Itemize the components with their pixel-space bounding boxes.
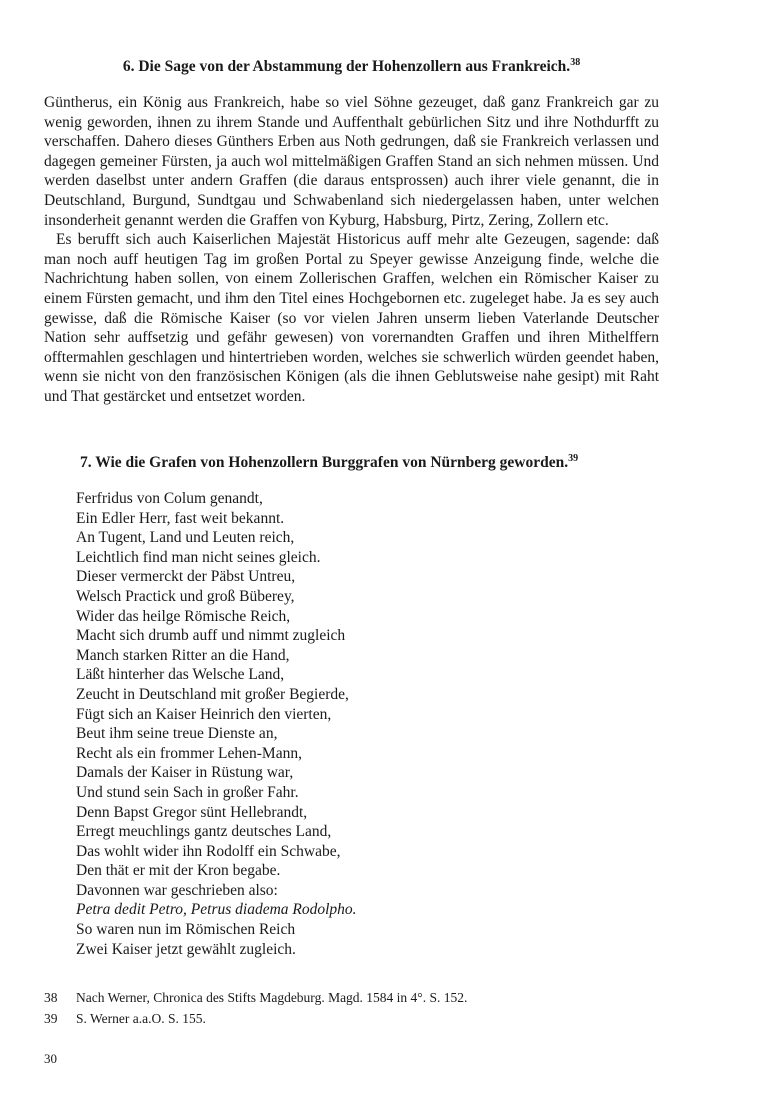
footnote-number: 38 bbox=[44, 990, 58, 1005]
verse-line: An Tugent, Land und Leuten reich, bbox=[76, 529, 295, 547]
section-6-heading bbox=[44, 57, 659, 76]
poem bbox=[76, 489, 357, 959]
verse-line: So waren nun im Römischen Reich bbox=[76, 921, 296, 939]
section-7-title: 7. Wie die Grafen von Hohenzollern Burggrafen von Nürnberg geworden. bbox=[80, 454, 569, 471]
footnote-number: 39 bbox=[44, 1011, 58, 1026]
verse-line: Davonnen war geschrieben also: bbox=[76, 881, 278, 899]
verse-line: Welsch Practick und groß Büberey, bbox=[76, 587, 295, 605]
verse-line: Zwei Kaiser jetzt gewählt zugleich. bbox=[76, 940, 296, 958]
verse-line: Ein Edler Herr, fast weit bekannt. bbox=[76, 509, 285, 527]
footnote-ref-38: 38 bbox=[570, 57, 581, 68]
verse-line: Zeucht in Deutschland mit großer Begierde, bbox=[76, 685, 349, 703]
verse-line: Beut ihm seine treue Dienste an, bbox=[76, 725, 278, 743]
latin-verse-line: Petra dedit Petro, Petrus diadema Rodolpho. bbox=[76, 901, 357, 919]
verse-line: Macht sich drumb auff und nimmt zugleich bbox=[76, 627, 346, 645]
footnote-38 bbox=[44, 987, 467, 1008]
footnote-text: S. Werner a.a.O. S. 155. bbox=[76, 1011, 206, 1026]
verse-line: Und stund sein Sach in großer Fahr. bbox=[76, 783, 299, 801]
footnote-39 bbox=[44, 1008, 467, 1029]
verse-line: Fügt sich an Kaiser Heinrich den vierten, bbox=[76, 705, 332, 723]
footnote-ref-39: 39 bbox=[568, 453, 579, 464]
section-6-title: 6. Die Sage von der Abstammung der Hohenzollern aus Frankreich. bbox=[122, 58, 571, 75]
verse-line: Damals der Kaiser in Rüstung war, bbox=[76, 764, 294, 782]
page-number: 30 bbox=[44, 1051, 57, 1066]
section-7-heading bbox=[80, 453, 659, 472]
verse-line: Manch starken Ritter an die Hand, bbox=[76, 646, 290, 664]
verse-line: Erregt meuchlings gantz deutsches Land, bbox=[76, 823, 332, 841]
paragraph-1: Güntherus, ein König aus Frankreich, habe so viel Söhne gezeuget, daß ganz Frankreich gar zu wenig geworden, ihnen zu ihrem Stande und Auffenthalt gebürlichen Sitz und ihre Nothdurfft zu verschaffen. Dahero dieses Günthers Erben aus Noth gedrungen, daß sie Frankreich verlassen und dagegen gemeiner Fürsten, ja auch wol mittelmäßigen Graffen Stand an sich nehmen müssen. Und werden daselbst unter andern Graffen (die daraus entsprossen) auch ihrer viele genannt, die in Deutschland, Burgund, Sundtgau und Schwabenland sich niedergelassen haben, unter welchen insonderheit genannt werden die Graffen von Kyburg, Habsburg, Pirtz, Zering, Zollern etc. bbox=[44, 94, 659, 229]
paragraph-2: Es berufft sich auch Kaiserlichen Majestät Historicus auff mehr alte Gezeugen, sagende: daß man noch auff heutigen Tag im großen Portal zu Speyer gewisse Anzeigung finde, welche die Nachrichtung haben sollen, von einem Zollerischen Graffen, welchen ein Römischer Kaiser zu einem Fürsten gemacht, und ihm den Titel eines Hochgebornen etc. zugeleget habe. Ja es sey auch gewisse, daß die Römische Kaiser (so vor vielen Jahren unserm lieben Vaterlande Deutscher Nation sehr auffsetzig und gefähr gewesen) von vorernandten Graffen und ihren Mithelffern offtermahlen geschlagen und hintertrieben worden, welches sie schwerlich würden geendet haben, wenn sie nicht von den französischen Königen (als die ihnen Geblutsweise nahe gesipt) mit Raht und That gestärcket und entsetzet worden. bbox=[44, 231, 659, 405]
verse-line: Denn Bapst Gregor sünt Hellebrandt, bbox=[76, 803, 308, 821]
verse-line: Recht als ein frommer Lehen-Mann, bbox=[76, 744, 302, 762]
footnote-text: Nach Werner, Chronica des Stifts Magdeburg. Magd. 1584 in 4°. S. 152. bbox=[76, 990, 468, 1005]
verse-line: Den thät er mit der Kron begabe. bbox=[76, 862, 281, 880]
verse-line: Leichtlich find man nicht seines gleich. bbox=[76, 548, 321, 566]
footnotes bbox=[44, 987, 467, 1029]
verse-line: Wider das heilge Römische Reich, bbox=[76, 607, 291, 625]
verse-line: Ferfridus von Colum genandt, bbox=[76, 490, 263, 507]
verse-line: Läßt hinterher das Welsche Land, bbox=[76, 666, 285, 684]
verse-line: Dieser vermerckt der Päbst Untreu, bbox=[76, 568, 296, 586]
verse-line: Das wohlt wider ihn Rodolff ein Schwabe, bbox=[76, 842, 341, 860]
section-6-body bbox=[44, 93, 659, 407]
